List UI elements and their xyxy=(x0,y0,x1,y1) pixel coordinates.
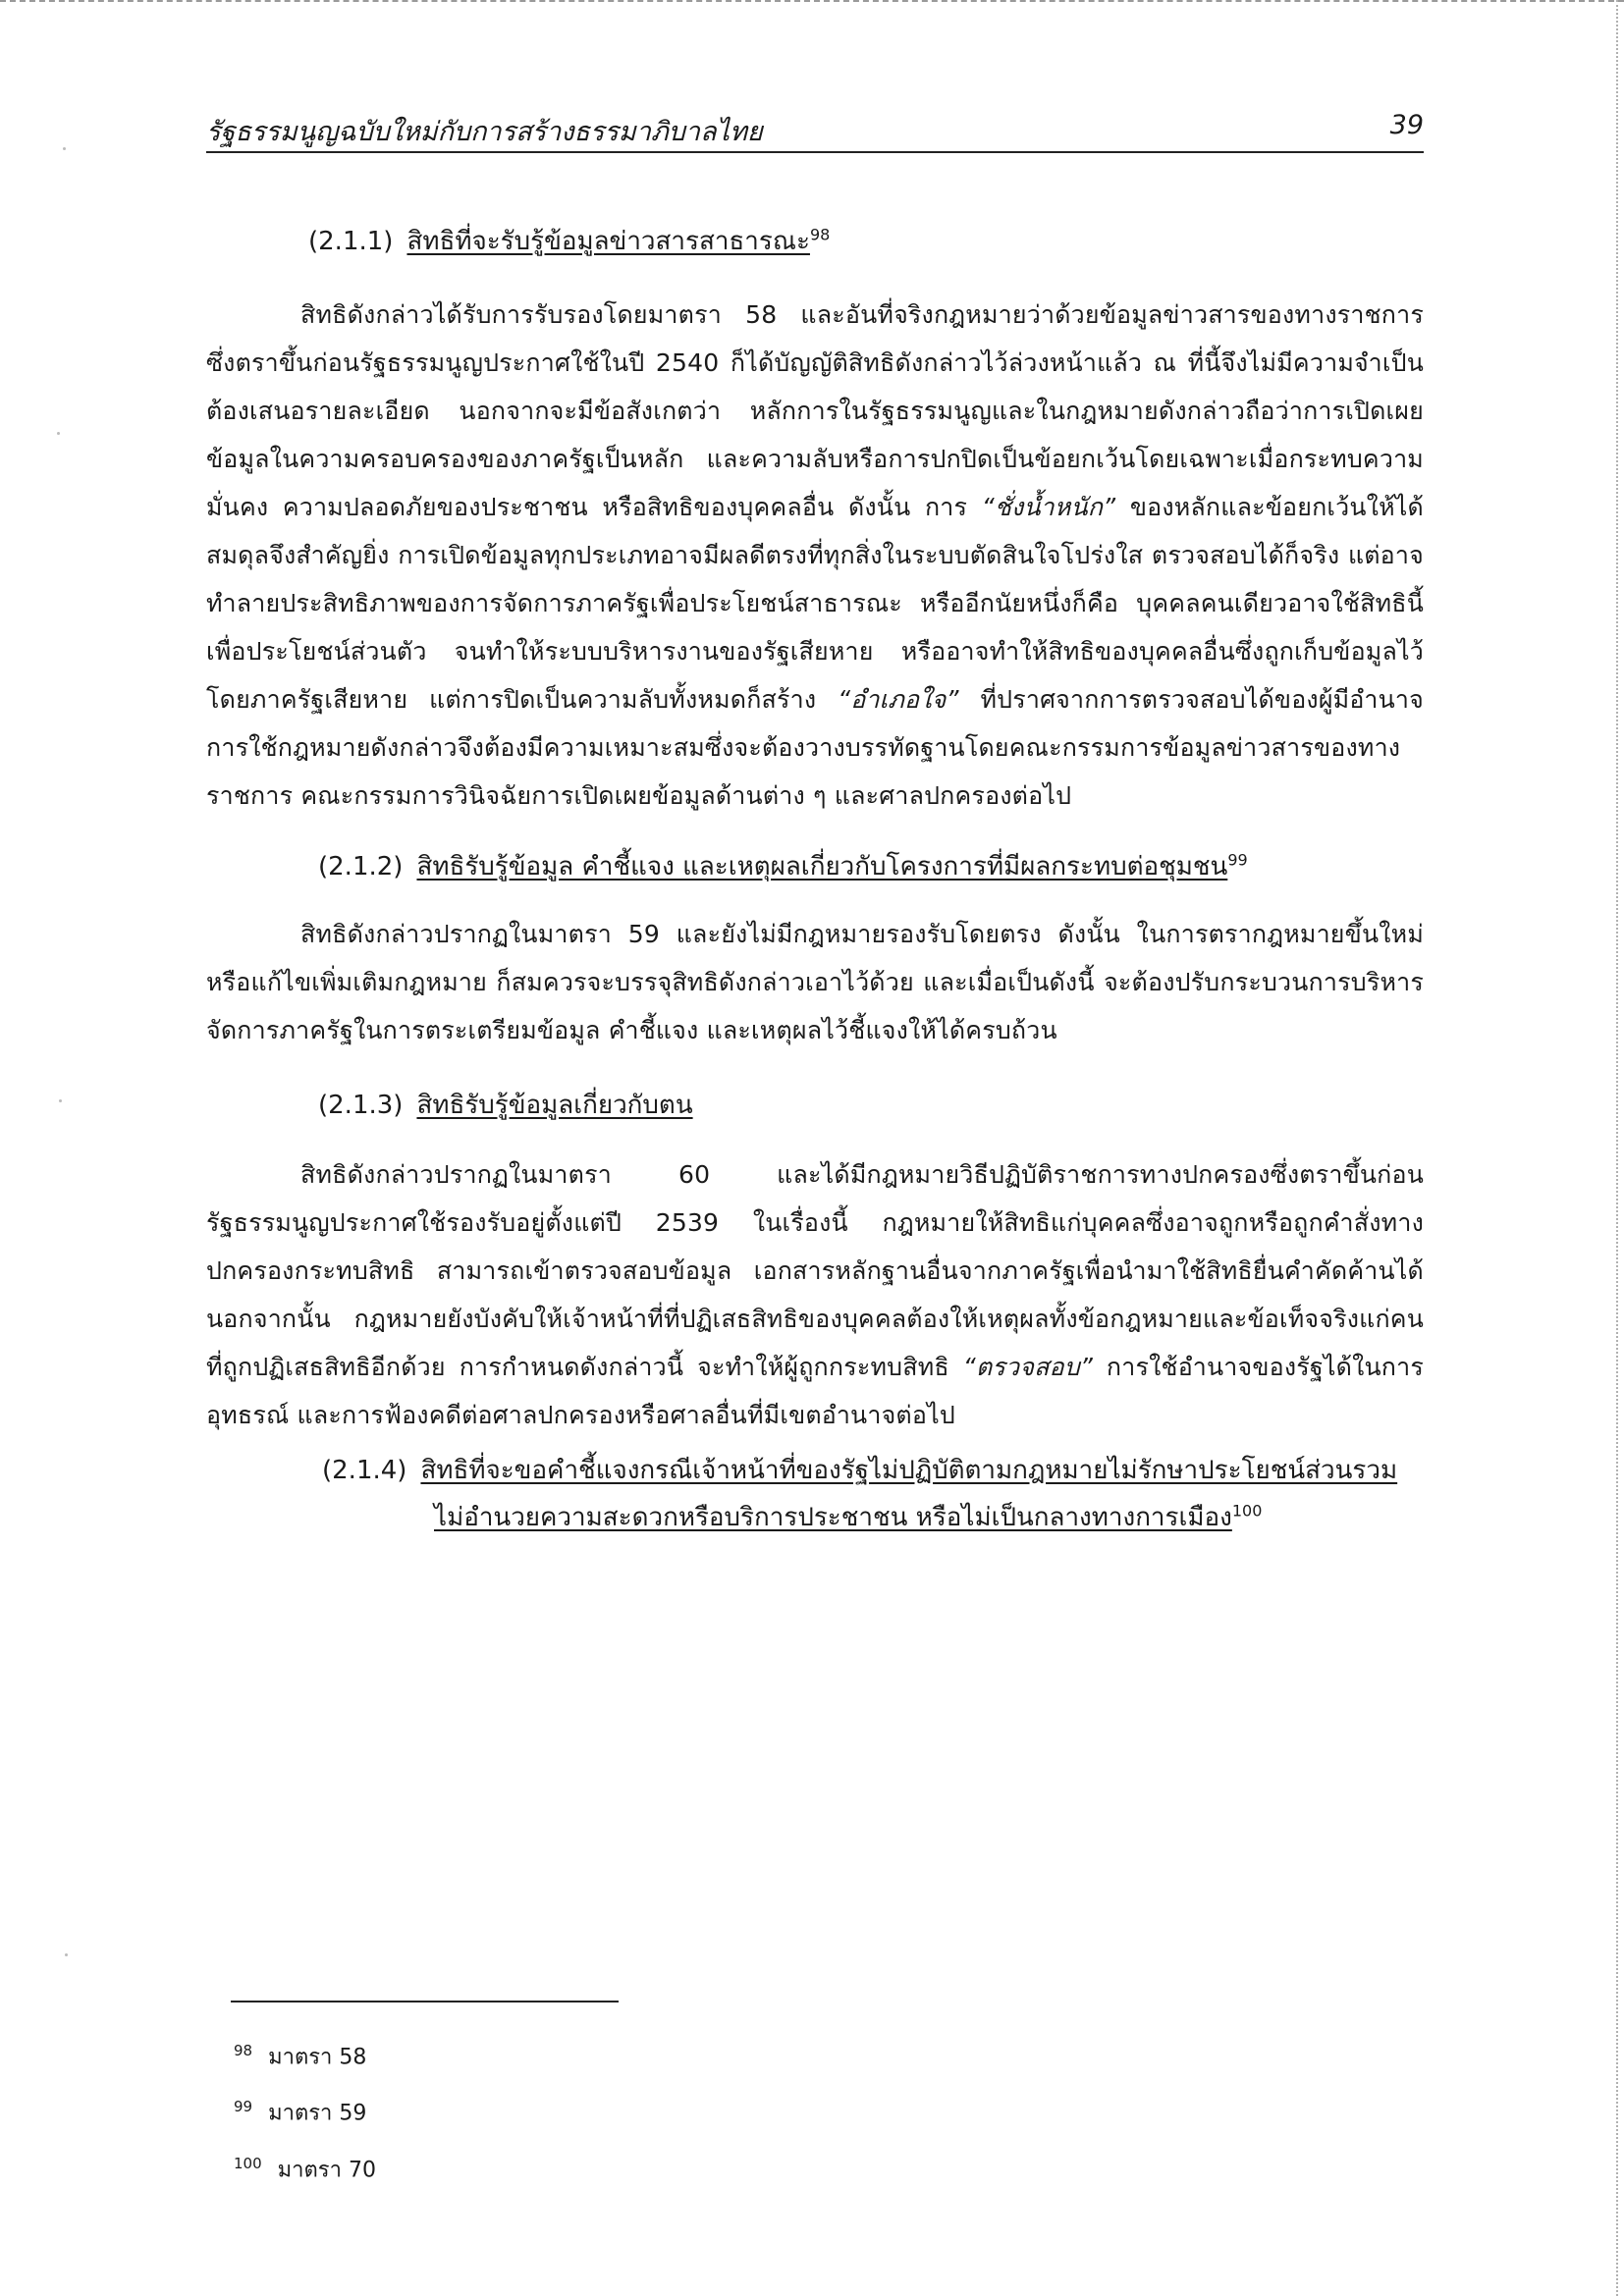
footnote-ref: 100 xyxy=(1231,1501,1263,1521)
main-content xyxy=(206,218,1424,1541)
footnote-number: 98 xyxy=(234,2042,253,2059)
section-heading-2-1-1 xyxy=(206,218,1424,265)
footnote-text: มาตรา 58 xyxy=(268,2045,367,2070)
paragraph-text: ของหลักและข้อยกเว้นให้ได้สมดุลจึงสำคัญยิ่ง การเปิดข้อมูลทุกประเภทอาจมีผลดีตรงที่ทุกสิ่งในระบบตัดสินใจโปร่งใส ตรวจสอบได้ก็จริง แต่อาจทำลายประสิทธิภาพของการจัดการภาครัฐเพื่อประโยชน์สาธารณะ หรืออีกนัยหนึ่งก็คือ บุคคลคนเดียวอาจใช้สิทธินี้เพื่อประโยชน์ส่วนตัว จนทำให้ระบบบริหารงานของรัฐเสียหาย หรืออาจทำให้สิทธิของบุคคลอื่นซึ่งถูกเก็บข้อมูลไว้โดยภาครัฐเสียหาย แต่การปิดเป็นความลับทั้งหมดก็สร้าง xyxy=(206,493,1424,714)
quoted-term: “อำเภอใจ” xyxy=(838,685,959,714)
section-heading-2-1-3 xyxy=(206,1082,1424,1129)
paragraph-2-1-2 xyxy=(206,910,1424,1054)
section-title-line-1: สิทธิที่จะขอคำชี้แจงกรณีเจ้าหน้าที่ของรัฐไม่ปฏิบัติตามกฎหมายไม่รักษาประโยชน์ส่วนรวม xyxy=(420,1456,1398,1485)
footnote-99 xyxy=(234,2082,376,2138)
section-heading-2-1-4 xyxy=(206,1447,1424,1494)
quoted-term: “ตรวจสอบ” xyxy=(962,1353,1093,1381)
scan-speck xyxy=(65,1953,68,1956)
running-header xyxy=(206,110,1424,149)
paragraph-text: การใช้อำนาจของรัฐได้ในการอุทธรณ์ และการฟ้องคดีต่อศาลปกครองหรือศาลอื่นที่มีเขตอำนาจต่อไป xyxy=(206,1353,1424,1429)
paragraph-text: สิทธิดังกล่าวได้รับการรับรองโดยมาตรา 58 และอันที่จริงกฎหมายว่าด้วยข้อมูลข่าวสารของทางราชการ ซึ่งตราขึ้นก่อนรัฐธรรมนูญประกาศใช้ในปี 2540 ก็ได้บัญญัติสิทธิดังกล่าวไว้ล่วงหน้าแล้ว ณ ที่นี้จึงไม่มีความจำเป็นต้องเสนอรายละเอียด นอกจากจะมีข้อสังเกตว่า หลักการในรัฐธรรมนูญและในกฎหมายดังกล่าวถือว่าการเปิดเผยข้อมูลในความครอบครองของภาครัฐเป็นหลัก และความลับหรือการปกปิดเป็นข้อยกเว้นโดยเฉพาะเมื่อกระทบความมั่นคง ความปลอดภัยของประชาชน หรือสิทธิของบุคคลอื่น ดังนั้น การ xyxy=(206,300,1424,521)
footnote-100 xyxy=(234,2139,376,2195)
footnote-ref: 99 xyxy=(1227,850,1248,870)
paragraph-text: สิทธิดังกล่าวปรากฏในมาตรา 59 และยังไม่มีกฎหมายรองรับโดยตรง ดังนั้น ในการตรากฎหมายขึ้นใหม่หรือแก้ไขเพิ่มเติมกฎหมาย ก็สมควรจะบรรจุสิทธิดังกล่าวเอาไว้ด้วย และเมื่อเป็นดังนี้ จะต้องปรับกระบวนการบริหารจัดการภาครัฐในการตระเตรียมข้อมูล คำชี้แจง และเหตุผลไว้ชี้แจงให้ได้ครบถ้วน xyxy=(206,920,1424,1044)
section-number: (2.1.3) xyxy=(318,1091,404,1120)
section-heading-2-1-4-cont xyxy=(206,1494,1424,1541)
footnote-text: มาตรา 59 xyxy=(268,2101,367,2126)
paragraph-text: สิทธิดังกล่าวปรากฏในมาตรา 60 และได้มีกฎหมายวิธีปฏิบัติราชการทางปกครองซึ่งตราขึ้นก่อนรัฐธรรมนูญประกาศใช้รองรับอยู่ตั้งแต่ปี 2539 ในเรื่องนี้ กฎหมายให้สิทธิแก่บุคคลซึ่งอาจถูกหรือถูกคำสั่งทางปกครองกระทบสิทธิ สามารถเข้าตรวจสอบข้อมูล เอกสารหลักฐานอื่นจากภาครัฐเพื่อนำมาใช้สิทธิยื่นคำคัดค้านได้ นอกจากนั้น กฎหมายยังบังคับให้เจ้าหน้าที่ที่ปฏิเสธสิทธิของบุคคลต้องให้เหตุผลทั้งข้อกฎหมายและข้อเท็จจริงแก่คนที่ถูกปฏิเสธสิทธิอีกด้วย การกำหนดดังกล่าวนี้ จะทำให้ผู้ถูกกระทบสิทธิ xyxy=(206,1160,1424,1381)
scan-right-edge xyxy=(1616,0,1624,2296)
page-number: 39 xyxy=(1389,110,1424,140)
paragraph-text: ที่ปราศจากการตรวจสอบได้ของผู้มีอำนาจ การใช้กฎหมายดังกล่าวจึงต้องมีความเหมาะสมซึ่งจะต้องวางบรรทัดฐานโดยคณะกรรมการข้อมูลข่าวสารของทางราชการ คณะกรรมการวินิจฉัยการเปิดเผยข้อมูลด้านต่าง ๆ และศาลปกครองต่อไป xyxy=(206,685,1424,810)
scan-speck xyxy=(63,147,66,150)
footnotes xyxy=(234,2026,376,2195)
section-heading-2-1-2 xyxy=(206,843,1424,890)
footnote-98 xyxy=(234,2026,376,2082)
section-number: (2.1.2) xyxy=(318,852,404,881)
section-number: (2.1.1) xyxy=(308,227,394,256)
section-title: สิทธิรับรู้ข้อมูลเกี่ยวกับตน xyxy=(416,1091,693,1120)
section-title: สิทธิรับรู้ข้อมูล คำชี้แจง และเหตุผลเกี่ยวกับโครงการที่มีผลกระทบต่อชุมชน xyxy=(416,852,1228,881)
section-title: สิทธิที่จะรับรู้ข้อมูลข่าวสารสาธารณะ xyxy=(406,227,810,256)
footnote-rule xyxy=(231,2001,619,2002)
section-number: (2.1.4) xyxy=(322,1456,407,1485)
footnote-ref: 98 xyxy=(809,225,831,244)
scan-top-edge xyxy=(0,0,1624,10)
footnote-number: 99 xyxy=(234,2098,253,2116)
scan-speck xyxy=(59,1099,62,1102)
quoted-term: “ชั่งน้ำหนัก” xyxy=(981,493,1116,521)
header-rule xyxy=(206,151,1424,153)
running-header-title: รัฐธรรมนูญฉบับใหม่กับการสร้างธรรมาภิบาลไทย xyxy=(206,117,763,147)
footnote-number: 100 xyxy=(234,2154,262,2172)
paragraph-2-1-3 xyxy=(206,1150,1424,1439)
scan-speck xyxy=(57,432,60,435)
section-title-line-2: ไม่อำนวยความสะดวกหรือบริการประชาชน หรือไม่เป็นกลางทางการเมือง xyxy=(434,1503,1232,1532)
footnote-text: มาตรา 70 xyxy=(277,2157,376,2182)
paragraph-2-1-1 xyxy=(206,291,1424,820)
